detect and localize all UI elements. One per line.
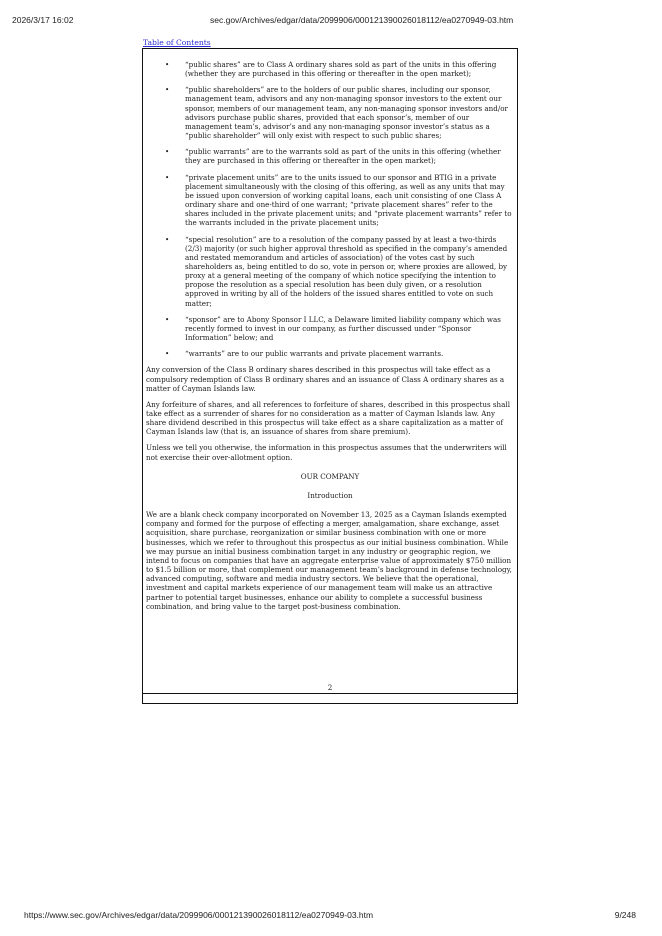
print-page-indicator: 9/248: [614, 910, 636, 920]
body-paragraph: Any conversion of the Class B ordinary shares described in this prospectus will take effect as a compulsory redemption of Class B ordinary shares and an issuance of Class A ordinary shares as a matter of Cayman Islands law.: [146, 365, 505, 393]
definition-item: • “sponsor” are to Abony Sponsor I LLC, a Delaware limited liability company which was recently formed to invest in our company, as further discussed under “Sponsor Information” below; and: [146, 315, 514, 342]
page-divider: [142, 693, 518, 694]
subsection-heading: Introduction: [307, 490, 353, 500]
section-heading: OUR COMPANY: [300, 471, 360, 481]
table-of-contents-link[interactable]: Table of Contents: [143, 38, 211, 47]
print-footer: [0, 910, 662, 922]
body-paragraph: Any forfeiture of shares, and all references to forfeiture of shares, described in this prospectus shall take effect as a surrender of shares for no consideration as a matter of Cayman Islands law. Any share dividend described in this prospectus will take effect as a share capitalization as a matter of Cayman Islands law (that is, an issuance of shares from share premium).: [146, 399, 510, 437]
document-body: [146, 60, 514, 618]
definition-item: • “private placement units” are to the units issued to our sponsor and BTIG in a private placement simultaneously with the closing of this offering, as well as any units that may be issued upon conversion of working capital loans, each unit consisting of one Class A ordinary share and one-third of one warrant; “private placement shares” refer to the shares included in the private placement units; and “private placement warrants” refer to the warrants included in the private placement units;: [146, 173, 514, 228]
intro-paragraph: We are a blank check company incorporated on November 13, 2025 as a Cayman Islands exempted company and formed for the purpose of effecting a merger, amalgamation, share exchange, asset acquisition, share purchase, reorganization or similar business combination with one or more businesses, which we refer to throughout this prospectus as our initial business combination. While we may pursue an initial business combination target in any industry or geographic region, we intend to focus on companies that have an aggregate enterprise value of approximately $750 million to $1.5 billion or more, that complement our management team’s background in defense technology, advanced computing, software and media industry sectors. We believe that the operational, investment and capital markets experience of our management team will make us an attractive partner to potential target businesses, enhance our ability to complete a successful business combination, and bring value to the target post-business combination.: [146, 510, 512, 611]
definition-item: • “public warrants” are to the warrants sold as part of the units in this offering (whether they are purchased in this offering or thereafter in the open market);: [146, 147, 514, 165]
print-datetime: 2026/3/17 16:02: [12, 15, 74, 25]
print-header: [0, 15, 662, 27]
definitions-list: [146, 60, 514, 358]
print-page-title: sec.gov/Archives/edgar/data/2099906/000121390026018112/ea0270949-03.htm: [210, 15, 514, 25]
definition-item: • “warrants” are to our public warrants and private placement warrants.: [146, 349, 514, 358]
definition-item: • “special resolution” are to a resolution of the company passed by at least a two-thirds (2/3) majority (or such higher approval threshold as specified in the company’s amended and restated memorandum and articles of association) of the votes cast by such shareholders as, being entitled to do so, vote in person or, where proxies are allowed, by proxy at a general meeting of the company of which notice specifying the intention to propose the resolution as a special resolution has been duly given, or a resolution approved in writing by all of the holders of the issued shares entitled to vote on such matter;: [146, 235, 514, 308]
definition-item: • “public shares” are to Class A ordinary shares sold as part of the units in this offering (whether they are purchased in this offering or thereafter in the open market);: [146, 60, 514, 78]
print-url: https://www.sec.gov/Archives/edgar/data/2099906/000121390026018112/ea0270949-03.htm: [24, 910, 374, 920]
definition-item: • “public shareholders” are to the holders of our public shares, including our sponsor, management team, advisors and any non-managing sponsor investors to the extent our sponsor, members of our management team, any non-managing sponsor investors and/or advisors purchase public shares, provided that each sponsor’s, member of our management team’s, advisor’s and any non-managing sponsor investor’s status as a “public shareholder” will only exist with respect to such public shares;: [146, 85, 514, 140]
page-number: 2: [327, 683, 333, 692]
body-paragraph: Unless we tell you otherwise, the information in this prospectus assumes that the underwriters will not exercise their over-allotment option.: [146, 443, 507, 462]
